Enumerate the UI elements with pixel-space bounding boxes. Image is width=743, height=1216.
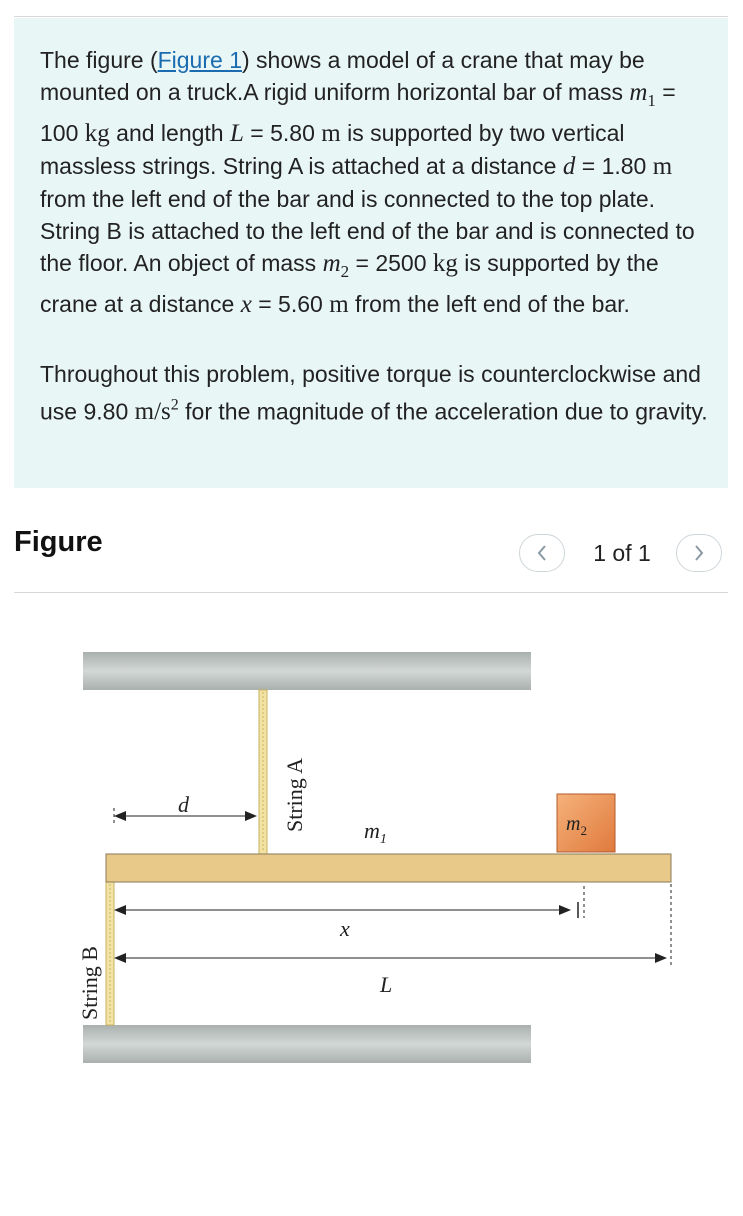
label-string-a: String A	[282, 758, 307, 832]
next-figure-button[interactable]	[676, 534, 722, 572]
unit-m: m	[329, 291, 349, 318]
unit-m-per-s2: $m/s^2$	[134, 397, 179, 426]
string-a	[259, 690, 267, 854]
problem-paragraph-2: Throughout this problem, positive torque is counterclockwise and use 9.80 $m/s^2$ for the magnitude of the acceleration due to gravity.	[40, 361, 708, 426]
crane-diagram	[0, 600, 743, 1200]
label-d: d	[178, 792, 189, 817]
prev-figure-button[interactable]	[519, 534, 565, 572]
chevron-right-icon	[692, 544, 706, 562]
var-d: d	[562, 153, 576, 180]
figure-divider	[14, 592, 728, 593]
figure-pager: 1 of 1	[593, 540, 651, 566]
string-b	[106, 882, 114, 1025]
label-x: x	[340, 916, 350, 941]
problem-statement	[14, 18, 728, 488]
label-m2: $m_2$	[566, 813, 587, 838]
var-x: x	[240, 291, 252, 318]
unit-m: m	[321, 120, 341, 147]
top-divider	[14, 16, 728, 17]
floor-plate	[83, 1025, 531, 1063]
horizontal-bar	[106, 854, 671, 882]
label-string-b: String B	[77, 946, 102, 1020]
figure-link[interactable]: Figure 1	[157, 47, 242, 73]
unit-m: m	[652, 153, 673, 180]
top-plate	[83, 652, 531, 690]
problem-paragraph-1: The figure (Figure 1) shows a model of a crane that may be mounted on a truck.A rigid uniform horizontal bar of mass $m_1 = 100$ kg and length L = 5.80 m is supported by two vertical massless strings. String A is attached at a distance d = 1.80 m from the left end of the bar and is connected to the top plate. String B is attached to the left end of the bar and is connected to the floor. An object of mass $m_2 = 2500$ kg is supported by the crane at a distance x = 5.60 m from the left end of the bar.	[40, 47, 695, 318]
figure-heading: Figure	[14, 526, 103, 558]
var-m2: $m_2$	[322, 250, 350, 281]
unit-kg: kg	[432, 250, 458, 277]
var-L: L	[229, 120, 244, 147]
var-m1: $m_1$	[629, 79, 656, 110]
label-m1: $m_1$	[364, 818, 387, 847]
chevron-left-icon	[535, 544, 549, 562]
label-L: L	[380, 972, 393, 997]
unit-kg: kg	[84, 120, 110, 147]
